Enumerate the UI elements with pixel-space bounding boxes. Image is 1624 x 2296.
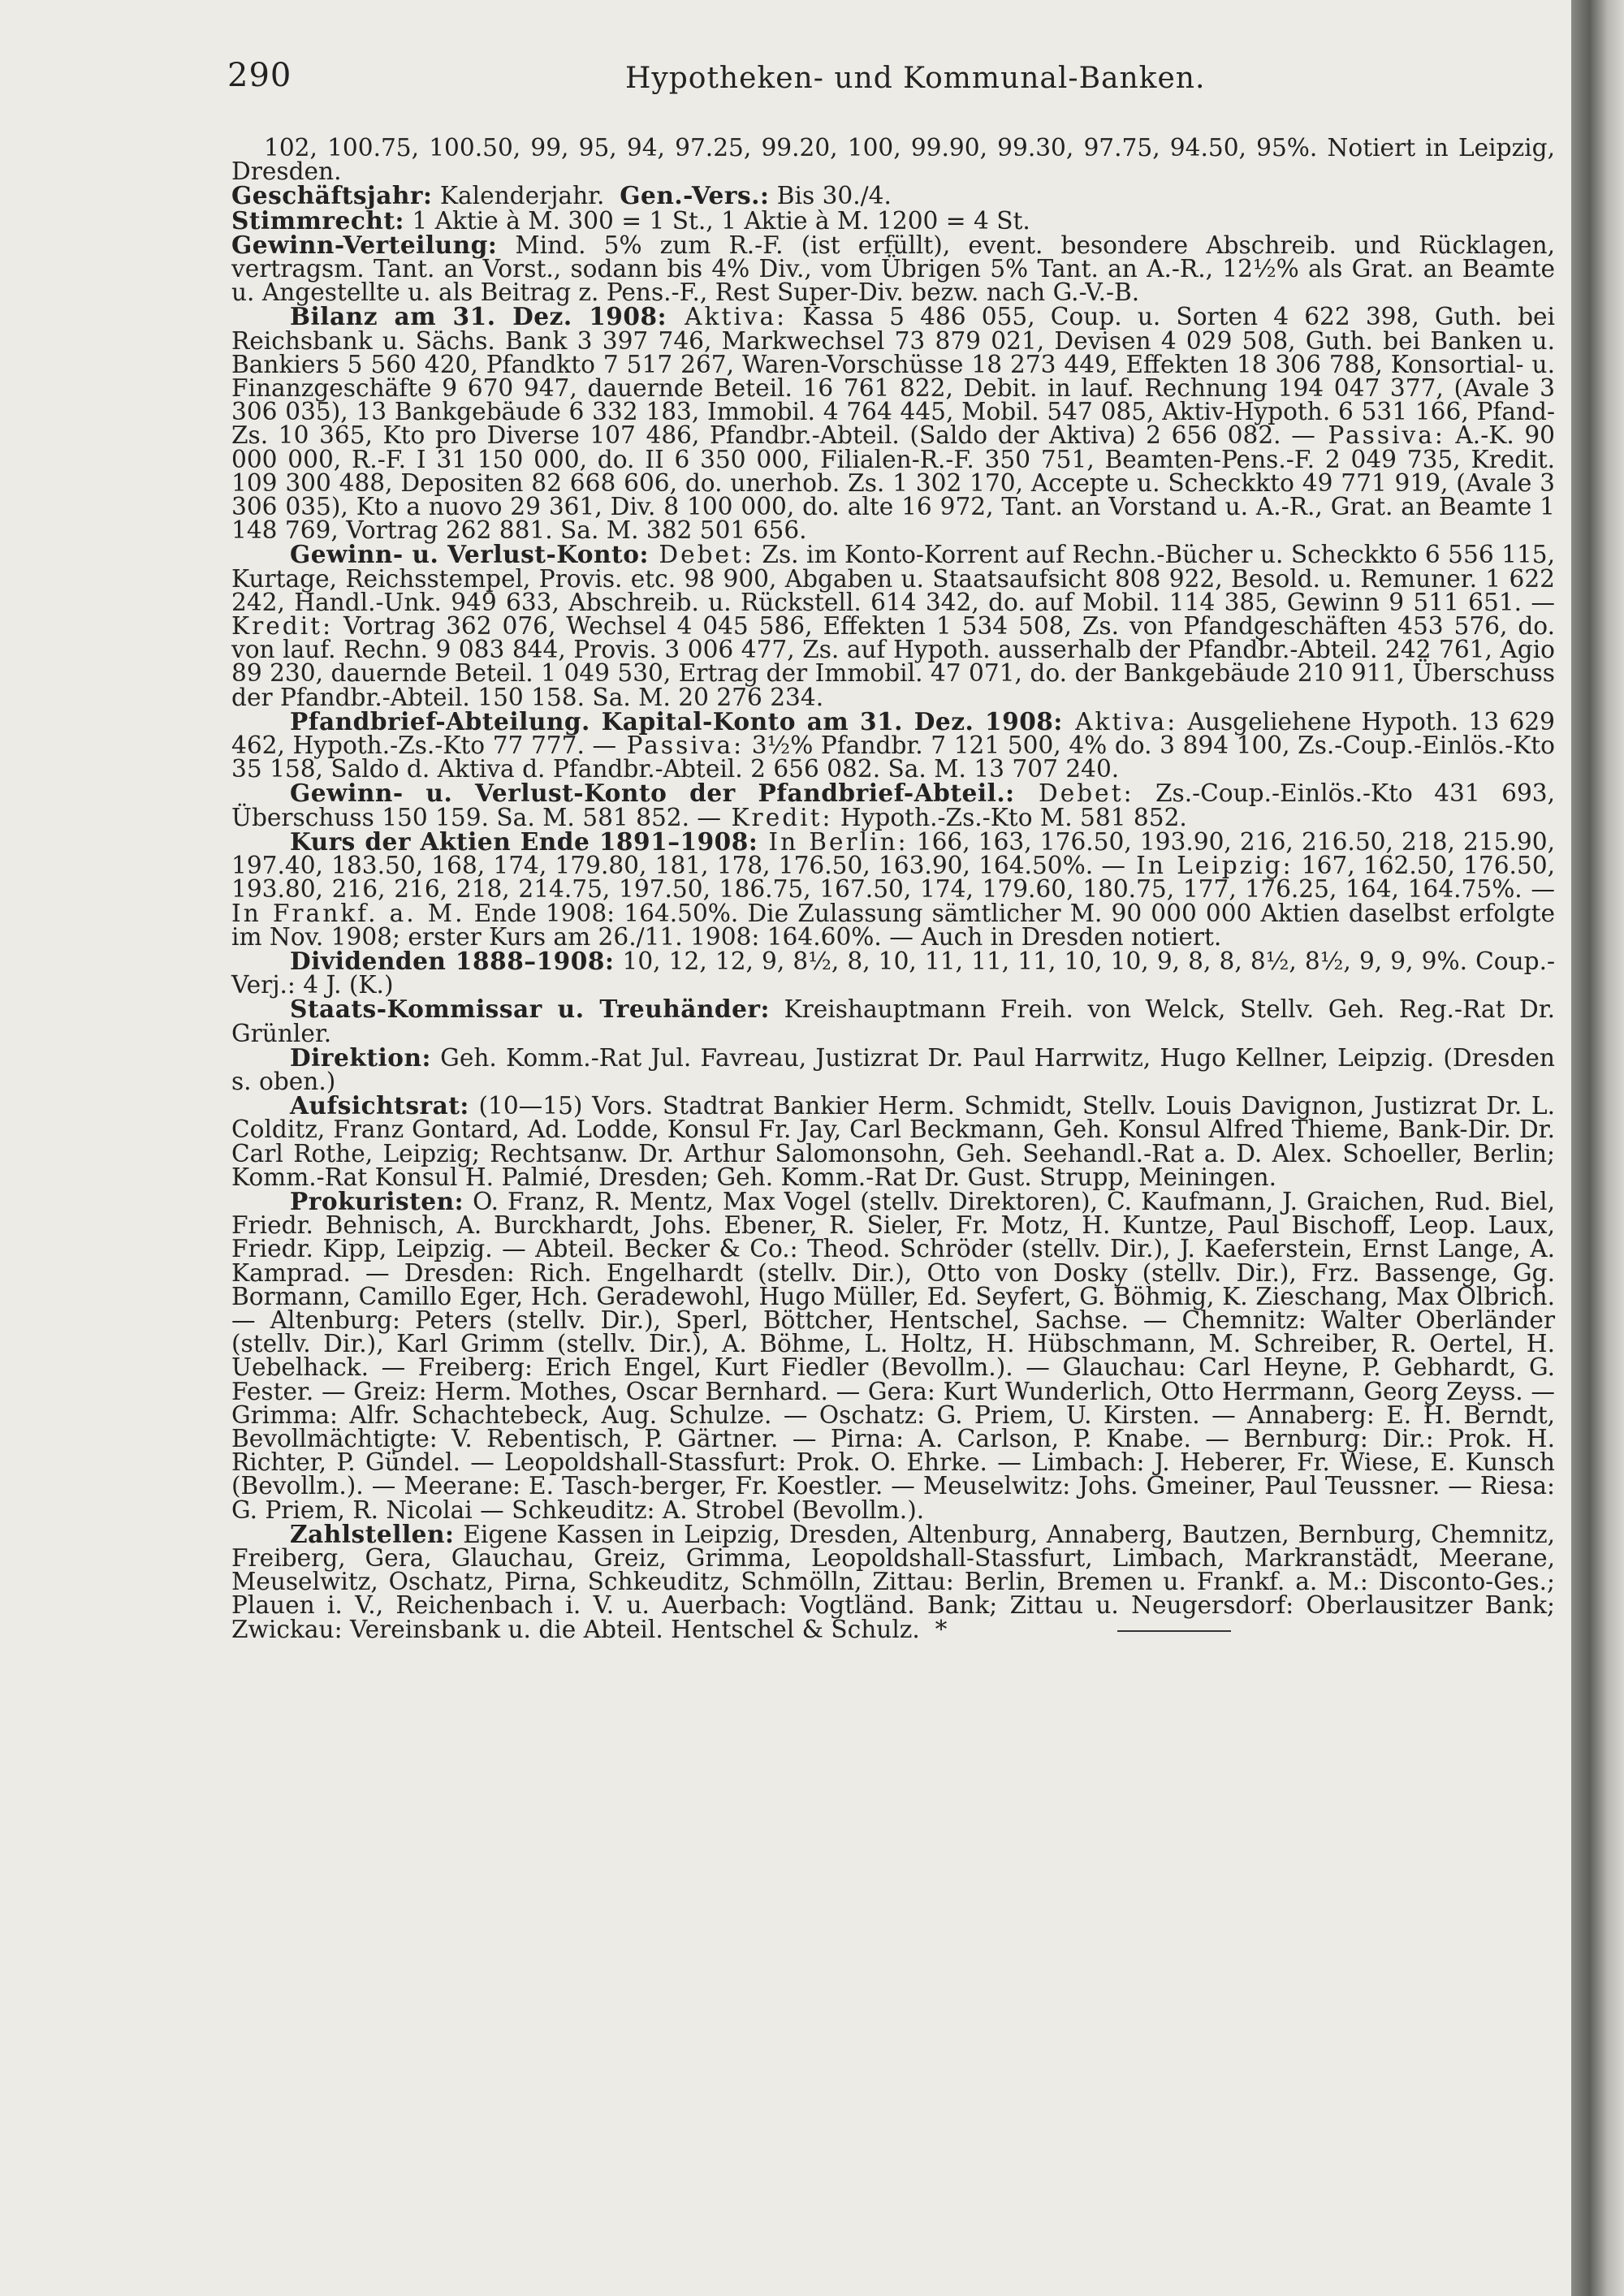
- section-zahlstellen: Zahlstellen: Eigene Kassen in Leipzig, Dresden, Altenburg, Annaberg, Bautzen, Bernburg, Chemnitz, Freiberg, Gera, Glauchau, Greiz, Grimma, Leopoldshall-Stassfurt, Limbach, Markranstädt, Meerane, Meuselwitz, Oschatz, Pirna, Schkeuditz, Schmölln, Zittau: Berlin, Bremen u. Frankf. a. M.: Disconto-Ges.; Plauen i. V., Reichenbach i. V. u. Auerbach: Vogtländ. Bank; Zittau u. Neugersdorf: Oberlausitzer Bank; Zwickau: Vereinsbank u. die Abteil. Hentschel & Schulz. *: [231, 1519, 1555, 1643]
- section-dividenden: Dividenden 1888–1908: 10, 12, 12, 9, 8½, 8, 10, 11, 11, 11, 10, 10, 9, 8, 8, 8½, 8½, 9, 9, 9%. Coup.-Verj.: 4 J. (K.): [231, 946, 1555, 999]
- price-continuation: 102, 100.75, 100.50, 99, 95, 94, 97.25, 99.20, 100, 99.90, 99.30, 97.75, 94.50, 95%. Notiert in Leipzig, Dresden.: [231, 134, 1555, 186]
- label-prokuristen: Prokuristen:: [290, 1186, 464, 1215]
- label-geschaeftsjahr: Geschäftsjahr:: [231, 181, 433, 210]
- page-number: 290: [227, 57, 292, 94]
- section-direktion: Direktion: Geh. Komm.-Rat Jul. Favreau, Justizrat Dr. Paul Harrwitz, Hugo Kellner, Leipzig. (Dresden s. oben.): [231, 1042, 1555, 1095]
- document-body: [231, 136, 1555, 1642]
- section-kurs: Kurs der Aktien Ende 1891–1908: In Berlin: 166, 163, 176.50, 193.90, 216, 216.50, 218, 215.90, 197.40, 183.50, 168, 174, 179.80, 181, 178, 176.50, 163.90, 164.50%. — In Leipzig: 167, 162.50, 176.50, 193.80, 216, 216, 218, 214.75, 197.50, 186.75, 167.50, 174, 179.60, 180.75, 177, 176.25, 164, 164.75%. — In Frankf. a. M. Ende 1908: 164.50%. Die Zulassung sämtlicher M. 90 000 000 Aktien daselbst erfolgte im Nov. 1908; erster Kurs am 26./11. 1908: 164.60%. — Auch in Dresden notiert.: [231, 826, 1556, 951]
- label-kurs: Kurs der Aktien Ende 1891–1908:: [290, 826, 758, 856]
- section-guv-pfandbrief: Gewinn- u. Verlust-Konto der Pfandbrief-Abteil.: Debet: Zs.-Coup.-Einlös.-Kto 431 693, Überschuss 150 159. Sa. M. 581 852. — Kredit: Hypoth.-Zs.-Kto M. 581 852.: [231, 779, 1556, 831]
- section-pfandbrief: Pfandbrief-Abteilung. Kapital-Konto am 31. Dez. 1908: Aktiva: Ausgeliehene Hypoth. 13 629 462, Hypoth.-Zs.-Kto 77 777. — Passiva: 3½% Pfandbr. 7 121 500, 4% do. 3 894 100, Zs.-Coup.-Einlös.-Kto 35 158, Saldo d. Aktiva d. Pfandbr.-Abteil. 2 656 082. Sa. M. 13 707 240.: [231, 706, 1555, 783]
- label-aufsichtsrat: Aufsichtsrat:: [290, 1091, 469, 1120]
- label-pfandbrief: Pfandbrief-Abteilung. Kapital-Konto am 31. Dez. 1908:: [290, 706, 1063, 736]
- section-gewinnverteilung: Gewinn-Verteilung: Mind. 5% zum R.-F. (ist erfüllt), event. besondere Abschreib. und Rücklagen, vertragsm. Tant. an Vorst., sodann bis 4% Div., vom Übrigen 5% Tant. an A.-R., 12½% als Grat. an Beamte u. Angestellte u. als Beitrag z. Pens.-F., Rest Super-Div. bezw. nach G.-V.-B.: [231, 230, 1555, 307]
- section-stimmrecht: Stimmrecht: 1 Aktie à M. 300 = 1 St., 1 Aktie à M. 1200 = 4 St.: [231, 205, 1030, 235]
- label-guv-pfandbrief: Gewinn- u. Verlust-Konto der Pfandbrief-Abteil.:: [290, 779, 1015, 808]
- section-staatskommissar: Staats-Kommissar u. Treuhänder: Kreishauptmann Freih. von Welck, Stellv. Geh. Reg.-Rat Dr. Grünler.: [231, 995, 1555, 1047]
- end-rule: [1117, 1630, 1231, 1632]
- section-aufsichtsrat: Aufsichtsrat: (10—15) Vors. Stadtrat Bankier Herm. Schmidt, Stellv. Louis Davignon, Justizrat Dr. L. Colditz, Franz Gontard, Ad. Lodde, Konsul Fr. Jay, Carl Beckmann, Geh. Konsul Alfred Thieme, Bank-Dir. Dr. Carl Rothe, Leipzig; Rechtsanw. Dr. Arthur Salomonsohn, Geh. Seehandl.-Rat a. D. Alex. Schoeller, Berlin; Komm.-Rat Konsul H. Palmié, Dresden; Geh. Komm.-Rat Dr. Gust. Strupp, Meiningen.: [231, 1091, 1555, 1191]
- book-edge-shadow: [1571, 0, 1624, 2296]
- label-zahlstellen: Zahlstellen:: [290, 1519, 455, 1548]
- label-stimmrecht: Stimmrecht:: [231, 205, 404, 235]
- page-header: [227, 57, 1559, 97]
- footnote-mark: *: [935, 1615, 948, 1643]
- label-genvers: Gen.-Vers.:: [620, 181, 770, 210]
- label-bilanz: Bilanz am 31. Dez. 1908:: [290, 302, 667, 331]
- label-staatskommissar: Staats-Kommissar u. Treuhänder:: [290, 995, 770, 1024]
- label-guv: Gewinn- u. Verlust-Konto:: [290, 540, 649, 569]
- label-direktion: Direktion:: [290, 1042, 431, 1072]
- label-gewinnverteilung: Gewinn-Verteilung:: [231, 230, 498, 259]
- section-prokuristen: Prokuristen: O. Franz, R. Mentz, Max Vogel (stellv. Direktoren), C. Kaufmann, J. Graichen, Rud. Biel, Friedr. Behnisch, A. Burckhardt, Johs. Ebener, R. Sieler, Fr. Motz, H. Kuntze, Paul Bischoff, Leop. Laux, Friedr. Kipp, Leipzig. — Abteil. Becker & Co.: Theod. Schröder (stellv. Dir.), J. Kaeferstein, Ernst Lange, A. Kamprad. — Dresden: Rich. Engelhardt (stellv. Dir.), Otto von Dosky (stellv. Dir.), Frz. Bassenge, Gg. Bormann, Camillo Eger, Hch. Geradewohl, Hugo Müller, Ed. Seyfert, G. Böhmig, K. Zieschang, Max Olbrich. — Altenburg: Peters (stellv. Dir.), Sperl, Böttcher, Hentschel, Sachse. — Chemnitz: Walter Oberländer (stellv. Dir.), Karl Grimm (stellv. Dir.), A. Böhme, L. Holtz, H. Hübschmann, M. Schreiber, R. Oertel, H. Uebelhack. — Freiberg: Erich Engel, Kurt Fiedler (Bevollm.). — Glauchau: Carl Heyne, P. Gebhardt, G. Fester. — Greiz: Herm. Mothes, Oscar Bernhard. — Gera: Kurt Wunderlich, Otto Herrmann, Georg Zeyss. — Grimma: Alfr. Schachtebeck, Aug. Schulze. — Oschatz: G. Priem, U. Kirsten. — Annaberg: E. H. Berndt, Bevollmächtigte: V. Rebentisch, P. Gärtner. — Pirna: A. Carlson, P. Knabe. — Bernburg: Dir.: Prok. H. Richter, P. Gündel. — Leopoldshall-Stassfurt: Prok. O. Ehrke. — Limbach: J. Heberer, Fr. Wiese, E. Kunsch (Bevollm.). — Meerane: E. Tasch-berger, Fr. Koestler. — Meuselwitz: Johs. Gmeiner, Paul Teussner. — Riesa: G. Priem, R. Nicolai — Schkeuditz: A. Strobel (Bevollm.).: [231, 1186, 1555, 1524]
- running-head: Hypotheken- und Kommunal-Banken.: [625, 62, 1206, 95]
- label-dividenden: Dividenden 1888–1908:: [290, 946, 615, 975]
- section-geschaeftsjahr: Geschäftsjahr: Kalenderjahr. Gen.-Vers.: Bis 30./4.: [231, 181, 892, 210]
- section-bilanz: Bilanz am 31. Dez. 1908: Aktiva: Kassa 5 486 055, Coup. u. Sorten 4 622 398, Guth. bei Reichsbank u. Sächs. Bank 3 397 746, Markwechsel 73 879 021, Devisen 4 029 508, Guth. bei Banken u. Bankiers 5 560 420, Pfandkto 7 517 267, Waren-Vorschüsse 18 273 449, Effekten 18 306 788, Konsortial- u. Finanzgeschäfte 9 670 947, dauernde Beteil. 16 761 822, Debit. in lauf. Rechnung 194 047 377, (Avale 3 306 035), 13 Bankgebäude 6 332 183, Immobil. 4 764 445, Mobil. 547 085, Aktiv-Hypoth. 6 531 166, Pfand-Zs. 10 365, Kto pro Diverse 107 486, Pfandbr.-Abteil. (Saldo der Aktiva) 2 656 082. — Passiva: A.-K. 90 000 000, R.-F. I 31 150 000, do. II 6 350 000, Filialen-R.-F. 350 751, Beamten-Pens.-F. 2 049 735, Kredit. 109 300 488, Depositen 82 668 606, do. unerhob. Zs. 1 302 170, Accepte u. Scheckkto 49 771 919, (Avale 3 306 035), Kto a nuovo 29 361, Div. 8 100 000, do. alte 16 972, Tant. an Vorstand u. A.-R., Grat. an Beamte 1 148 769, Vortrag 262 881. Sa. M. 382 501 656.: [231, 302, 1555, 545]
- section-guv: Gewinn- u. Verlust-Konto: Debet: Zs. im Konto-Korrent auf Rechn.-Bücher u. Scheckkto 6 556 115, Kurtage, Reichsstempel, Provis. etc. 98 900, Abgaben u. Staatsaufsicht 808 922, Besold. u. Remuner. 1 622 242, Handl.-Unk. 949 633, Abschreib. u. Rückstell. 614 342, do. auf Mobil. 114 385, Gewinn 9 511 651. — Kredit: Vortrag 362 076, Wechsel 4 045 586, Effekten 1 534 508, Zs. von Pfandgeschäften 453 576, do. von lauf. Rechn. 9 083 844, Provis. 3 006 477, Zs. auf Hypoth. ausserhalb der Pfandbr.-Abteil. 242 761, Agio 89 230, dauernde Beteil. 1 049 530, Ertrag der Immobil. 47 071, do. der Bankgebäude 210 911, Überschuss der Pfandbr.-Abteil. 150 158. Sa. M. 20 276 234.: [231, 540, 1556, 711]
